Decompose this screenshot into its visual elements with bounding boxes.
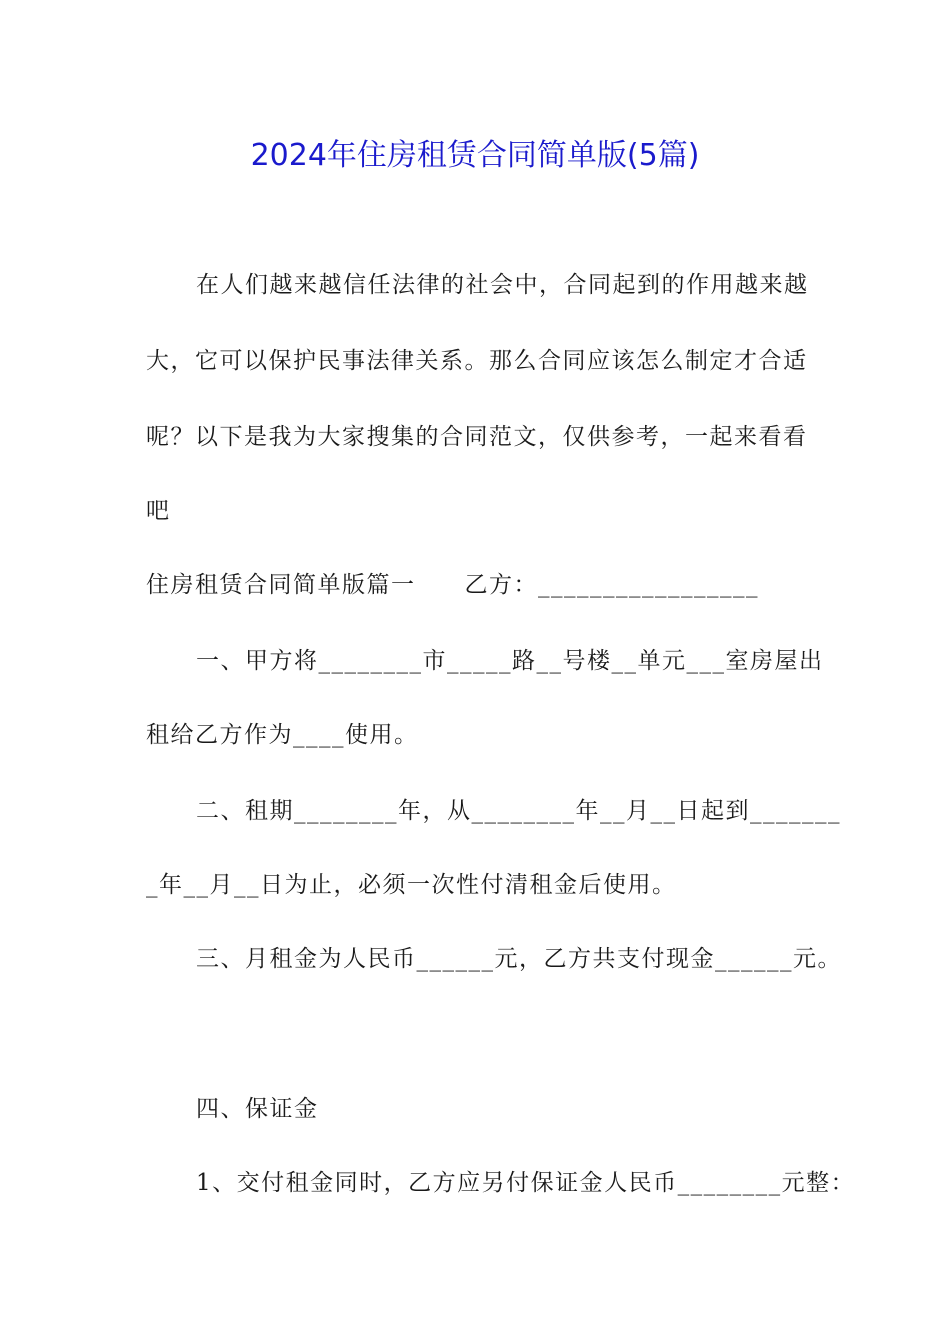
- clause-1-line-1: 一、甲方将________市_____路__号楼__单元___室房屋出: [196, 648, 824, 674]
- clause-4-heading: 四、保证金: [196, 1096, 319, 1122]
- clause-2-line-2: _年__月__日为止，必须一次性付清租金后使用。: [146, 872, 677, 898]
- document-title: 2024年住房租赁合同简单版(5篇): [250, 138, 700, 173]
- intro-line-3: 呢？以下是我为大家搜集的合同范文，仅供参考，一起来看看: [146, 424, 808, 450]
- intro-line-2: 大，它可以保护民事法律关系。那么合同应该怎么制定才合适: [146, 348, 808, 374]
- section-heading: 住房租赁合同简单版篇一 乙方：_________________: [146, 572, 759, 598]
- clause-4-item-1: 1、交付租金同时，乙方应另付保证金人民币________元整：: [196, 1170, 856, 1196]
- intro-line-1: 在人们越来越信任法律的社会中，合同起到的作用越来越: [196, 272, 809, 298]
- clause-1-line-2: 租给乙方作为____使用。: [146, 722, 419, 748]
- clause-2-line-1: 二、租期________年，从________年__月__日起到_______: [196, 798, 841, 824]
- intro-line-4: 吧: [146, 498, 171, 524]
- clause-3: 三、月租金为人民币______元，乙方共支付现金______元。: [196, 946, 842, 972]
